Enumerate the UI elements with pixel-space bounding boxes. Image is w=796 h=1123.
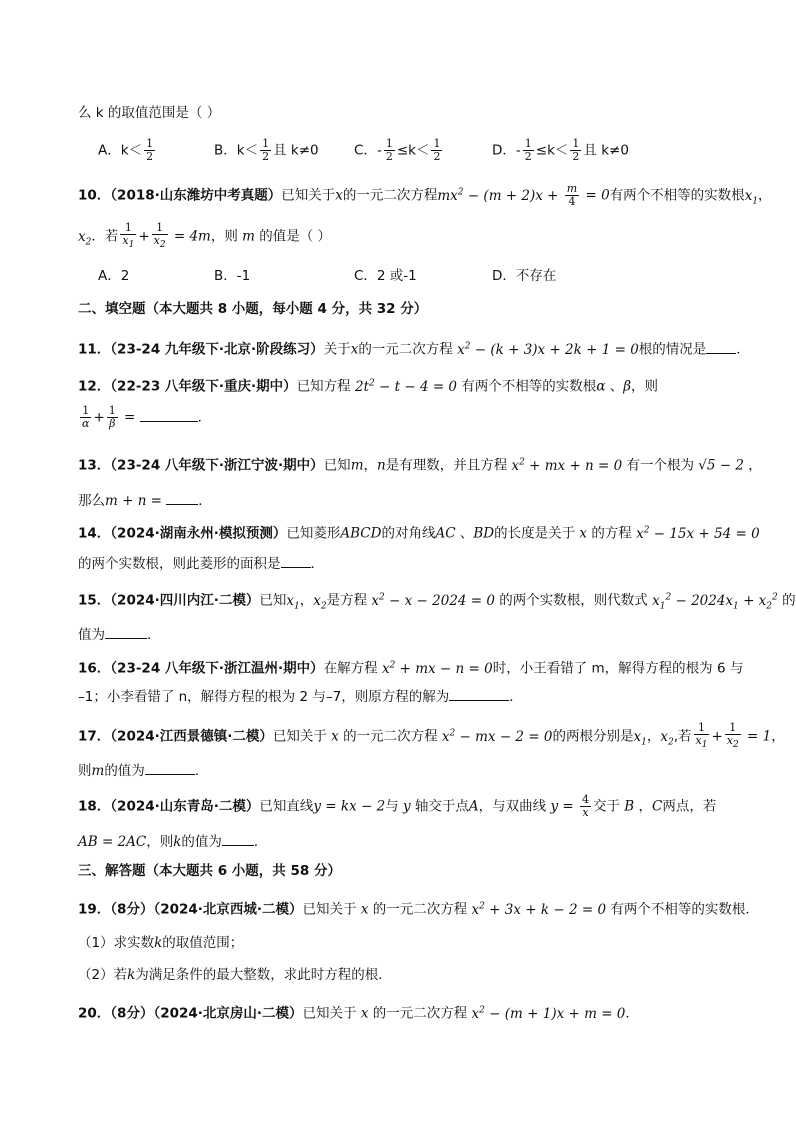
question-19-part-2: （2）若k为满足条件的最大整数，求此时方程的根．: [78, 967, 392, 983]
q9-tail: 么 k 的取值范围是（ ）: [78, 105, 221, 121]
question-13-line2: 那么m + n = ．: [78, 490, 212, 510]
q10-option-b: B．-1: [214, 268, 251, 284]
question-19-part-1: （1）求实数k的取值范围；: [78, 935, 244, 951]
question-18-line2: AB = 2AC，则k的值为 ．: [78, 831, 267, 851]
question-15-line2: 值为 ．: [78, 624, 161, 644]
q10-option-a: A．2: [98, 268, 130, 284]
question-12-line2: $\frac{1}{\alpha}$ + $\frac{1}{\beta}$ = ．: [82, 404, 212, 430]
question-10-line2: $x_2$．若 $\frac{1}{x_1}$ + $\frac{1}{x_2}$ = 4m，则 m 的值是（ ）: [78, 221, 332, 251]
question-16: 16．（23-24 八年级下·浙江温州·期中）在解方程 $x^2$ + mx − n = 0时，小王看错了 m，解得方程的根为 6 与: [78, 660, 744, 677]
question-20: 20．（8分）（2024·北京房山·二模）已知关于 x 的一元二次方程 $x^2 - (m + 1)x + m = 0$．: [78, 1005, 639, 1022]
question-18: 18．（2024·山东青岛·二模）已知直线y = kx − 2与 y 轴交于点A，与双曲线 y = $\frac{4}{x}$ 交于 B ，C两点，若: [78, 793, 717, 819]
question-17-line2: 则m的值为 .: [78, 760, 199, 780]
question-17: 17．（2024·江西景德镇·二模）已知关于 x 的一元二次方程 $x^2$ − mx − 2 = 0的两根分别是$x_1$，$x_2$,若 $\frac{1}{x_1}$ + $\frac{1}{x_2}$ = 1，: [78, 721, 785, 751]
q10-option-c: C．2 或-1: [354, 268, 417, 284]
question-16-line2: –1；小李看错了 n，解得方程的根为 2 与–7，则原方程的解为 ．: [78, 686, 523, 706]
section-2-heading: 二、填空题（本大题共 8 小题，每小题 4 分，共 32 分）: [78, 301, 428, 317]
q9-option-c: C．- $\frac{1}{2}$ ≤k＜ $\frac{1}{2}$: [354, 137, 441, 163]
question-12: 12．（22-23 八年级下·重庆·期中）已知方程 $2t^2 - t - 4 = 0$ 有两个不相等的实数根α 、β，则: [78, 378, 659, 395]
question-14: 14．（2024·湖南永州·模拟预测）已知菱形ABCD的对角线AC 、BD的长度是关于 x 的方程 $x^2 - 15x + 54 = 0$: [78, 525, 760, 542]
question-10: 10．（2018·山东潍坊中考真题）已知关于x的一元二次方程$mx^2 - (m + 2)x$ + $\frac{m}{4}$ = 0有两个不相等的实数根$x_1$，: [78, 182, 772, 208]
section-3-heading: 三、解答题（本大题共 6 小题，共 58 分）: [78, 863, 341, 879]
q10-option-d: D．不存在: [492, 268, 557, 284]
question-14-line2: 的两个实数根，则此菱形的面积是 ．: [78, 553, 324, 573]
question-11: 11．（23-24 九年级下·北京·阶段练习）关于x的一元二次方程 $x^2 - (k + 3)x + 2k + 1 = 0$根的情况是 ．: [78, 337, 750, 359]
q9-option-a: A．k＜ $\frac{1}{2}$: [98, 137, 154, 163]
q9-option-b: B．k＜ $\frac{1}{2}$ 且 k≠0: [214, 137, 319, 163]
question-19: 19．（8分）（2024·北京西城·二模）已知关于 x 的一元二次方程 $x^2 + 3x + k - 2 = 0$ 有两个不相等的实数根．: [78, 901, 759, 918]
q9-option-d: D．- $\frac{1}{2}$ ≤k＜ $\frac{1}{2}$ 且 k≠0: [492, 137, 629, 163]
question-15: 15．（2024·四川内江·二模）已知$x_1$，$x_2$是方程 $x^2 - x - 2024 = 0$ 的两个实数根，则代数式 $x_1^2 - 2024x_1 + x_2^2$ 的: [78, 592, 796, 612]
question-13: 13．（23-24 八年级下·浙江宁波·期中）已知m，n是有理数，并且方程 $x^2$ + mx + n = 0 有一个根为 √5 − 2 ，: [78, 457, 762, 474]
